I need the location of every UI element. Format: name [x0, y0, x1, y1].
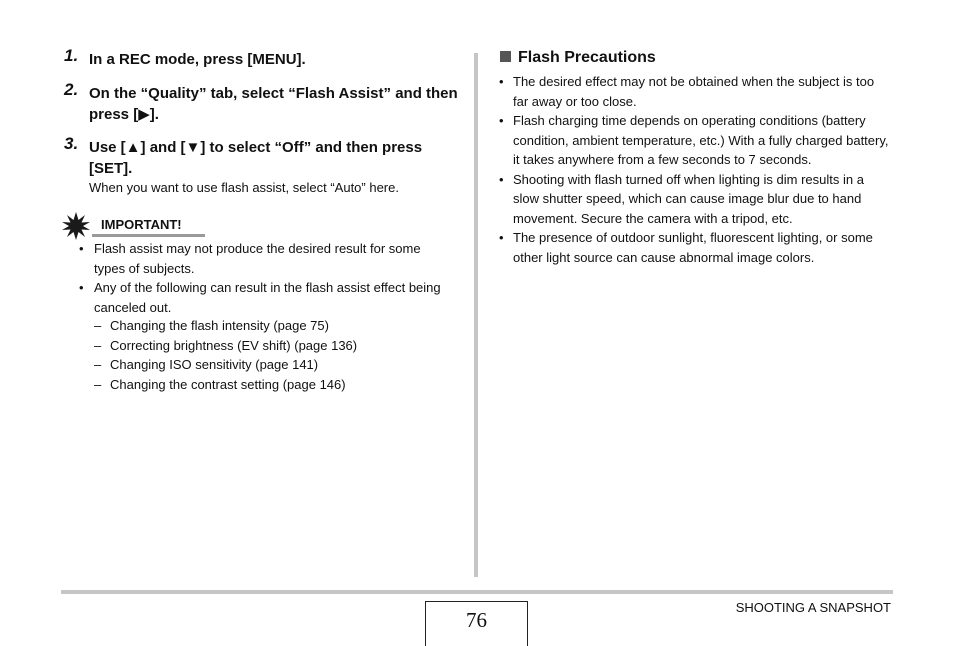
list-item — [497, 228, 892, 267]
sub-item-text: Changing the flash intensity (page 75) — [110, 318, 329, 333]
step-text: Use [▲] and [▼] to select “Off” and then press [SET]. — [89, 139, 423, 177]
bullet-icon: • — [499, 113, 504, 128]
square-bullet-icon — [500, 51, 511, 62]
sub-item-text: Changing ISO sensitivity (page 141) — [110, 357, 319, 372]
important-bullet-list — [78, 239, 453, 317]
bullet-text: The desired effect may not be obtained when the subject is too far away or too close. — [513, 74, 875, 109]
page-number: 76 — [425, 601, 528, 646]
sub-item-text: Correcting brightness (EV shift) (page 136) — [110, 338, 358, 353]
footer-section-label: SHOOTING A SNAPSHOT — [735, 600, 891, 615]
step-note: When you want to use flash assist, select “Auto” here. — [89, 180, 399, 195]
bullet-icon: • — [499, 230, 504, 245]
sub-item-text: Changing the contrast setting (page 146) — [110, 377, 346, 392]
dash-icon: – — [94, 318, 102, 333]
bullet-icon: • — [499, 74, 504, 89]
step-number: 1. — [64, 46, 79, 65]
dash-icon: – — [94, 338, 102, 353]
important-label: IMPORTANT! — [101, 217, 182, 232]
bullet-icon: • — [499, 171, 504, 187]
precautions-bullet-list — [497, 72, 892, 267]
list-item — [497, 111, 892, 170]
step-number: 2. — [64, 80, 79, 99]
bullet-icon: • — [79, 280, 84, 295]
step-number: 3. — [64, 134, 79, 153]
bullet-text: The presence of outdoor sunlight, fluorescent lighting, or some other light source can cause abnormal image colors. — [513, 230, 873, 265]
step-3 — [64, 134, 459, 179]
list-item — [78, 239, 453, 278]
step-2 — [64, 80, 459, 125]
list-item — [497, 72, 892, 111]
starburst-icon — [62, 212, 90, 240]
bullet-text: Flash charging time depends on operating conditions (battery condition, ambient temperature, etc.) With a fully charged battery, it takes anywhere from a few seconds to 7 seconds. — [513, 113, 889, 167]
bullet-text: Shooting with flash turned off when lighting is dim results in a slow shutter speed, which can cause image blur due to hand movement. Secure the camera with a tripod, etc. — [513, 171, 864, 226]
step-text: On the “Quality” tab, select “Flash Assist” and then press [▶]. — [89, 85, 458, 123]
bullet-text: Flash assist may not produce the desired result for some types of subjects. — [94, 241, 421, 276]
footer-rule — [61, 590, 893, 594]
list-item — [497, 170, 892, 229]
column-divider — [474, 53, 478, 577]
sub-list-item — [94, 316, 329, 336]
sub-list-item — [94, 375, 346, 395]
dash-icon: – — [94, 377, 102, 392]
bullet-icon: • — [79, 241, 84, 256]
dash-icon: – — [94, 357, 102, 372]
sub-list-item — [94, 355, 318, 375]
list-item — [78, 278, 453, 317]
important-underline — [92, 234, 205, 237]
step-text: In a REC mode, press [MENU]. — [89, 51, 306, 68]
section-title-text: Flash Precautions — [518, 49, 656, 66]
bullet-text: Any of the following can result in the flash assist effect being canceled out. — [94, 280, 441, 315]
important-header — [62, 212, 207, 240]
step-1 — [64, 46, 464, 70]
section-title — [500, 49, 656, 67]
sub-list-item — [94, 336, 357, 356]
